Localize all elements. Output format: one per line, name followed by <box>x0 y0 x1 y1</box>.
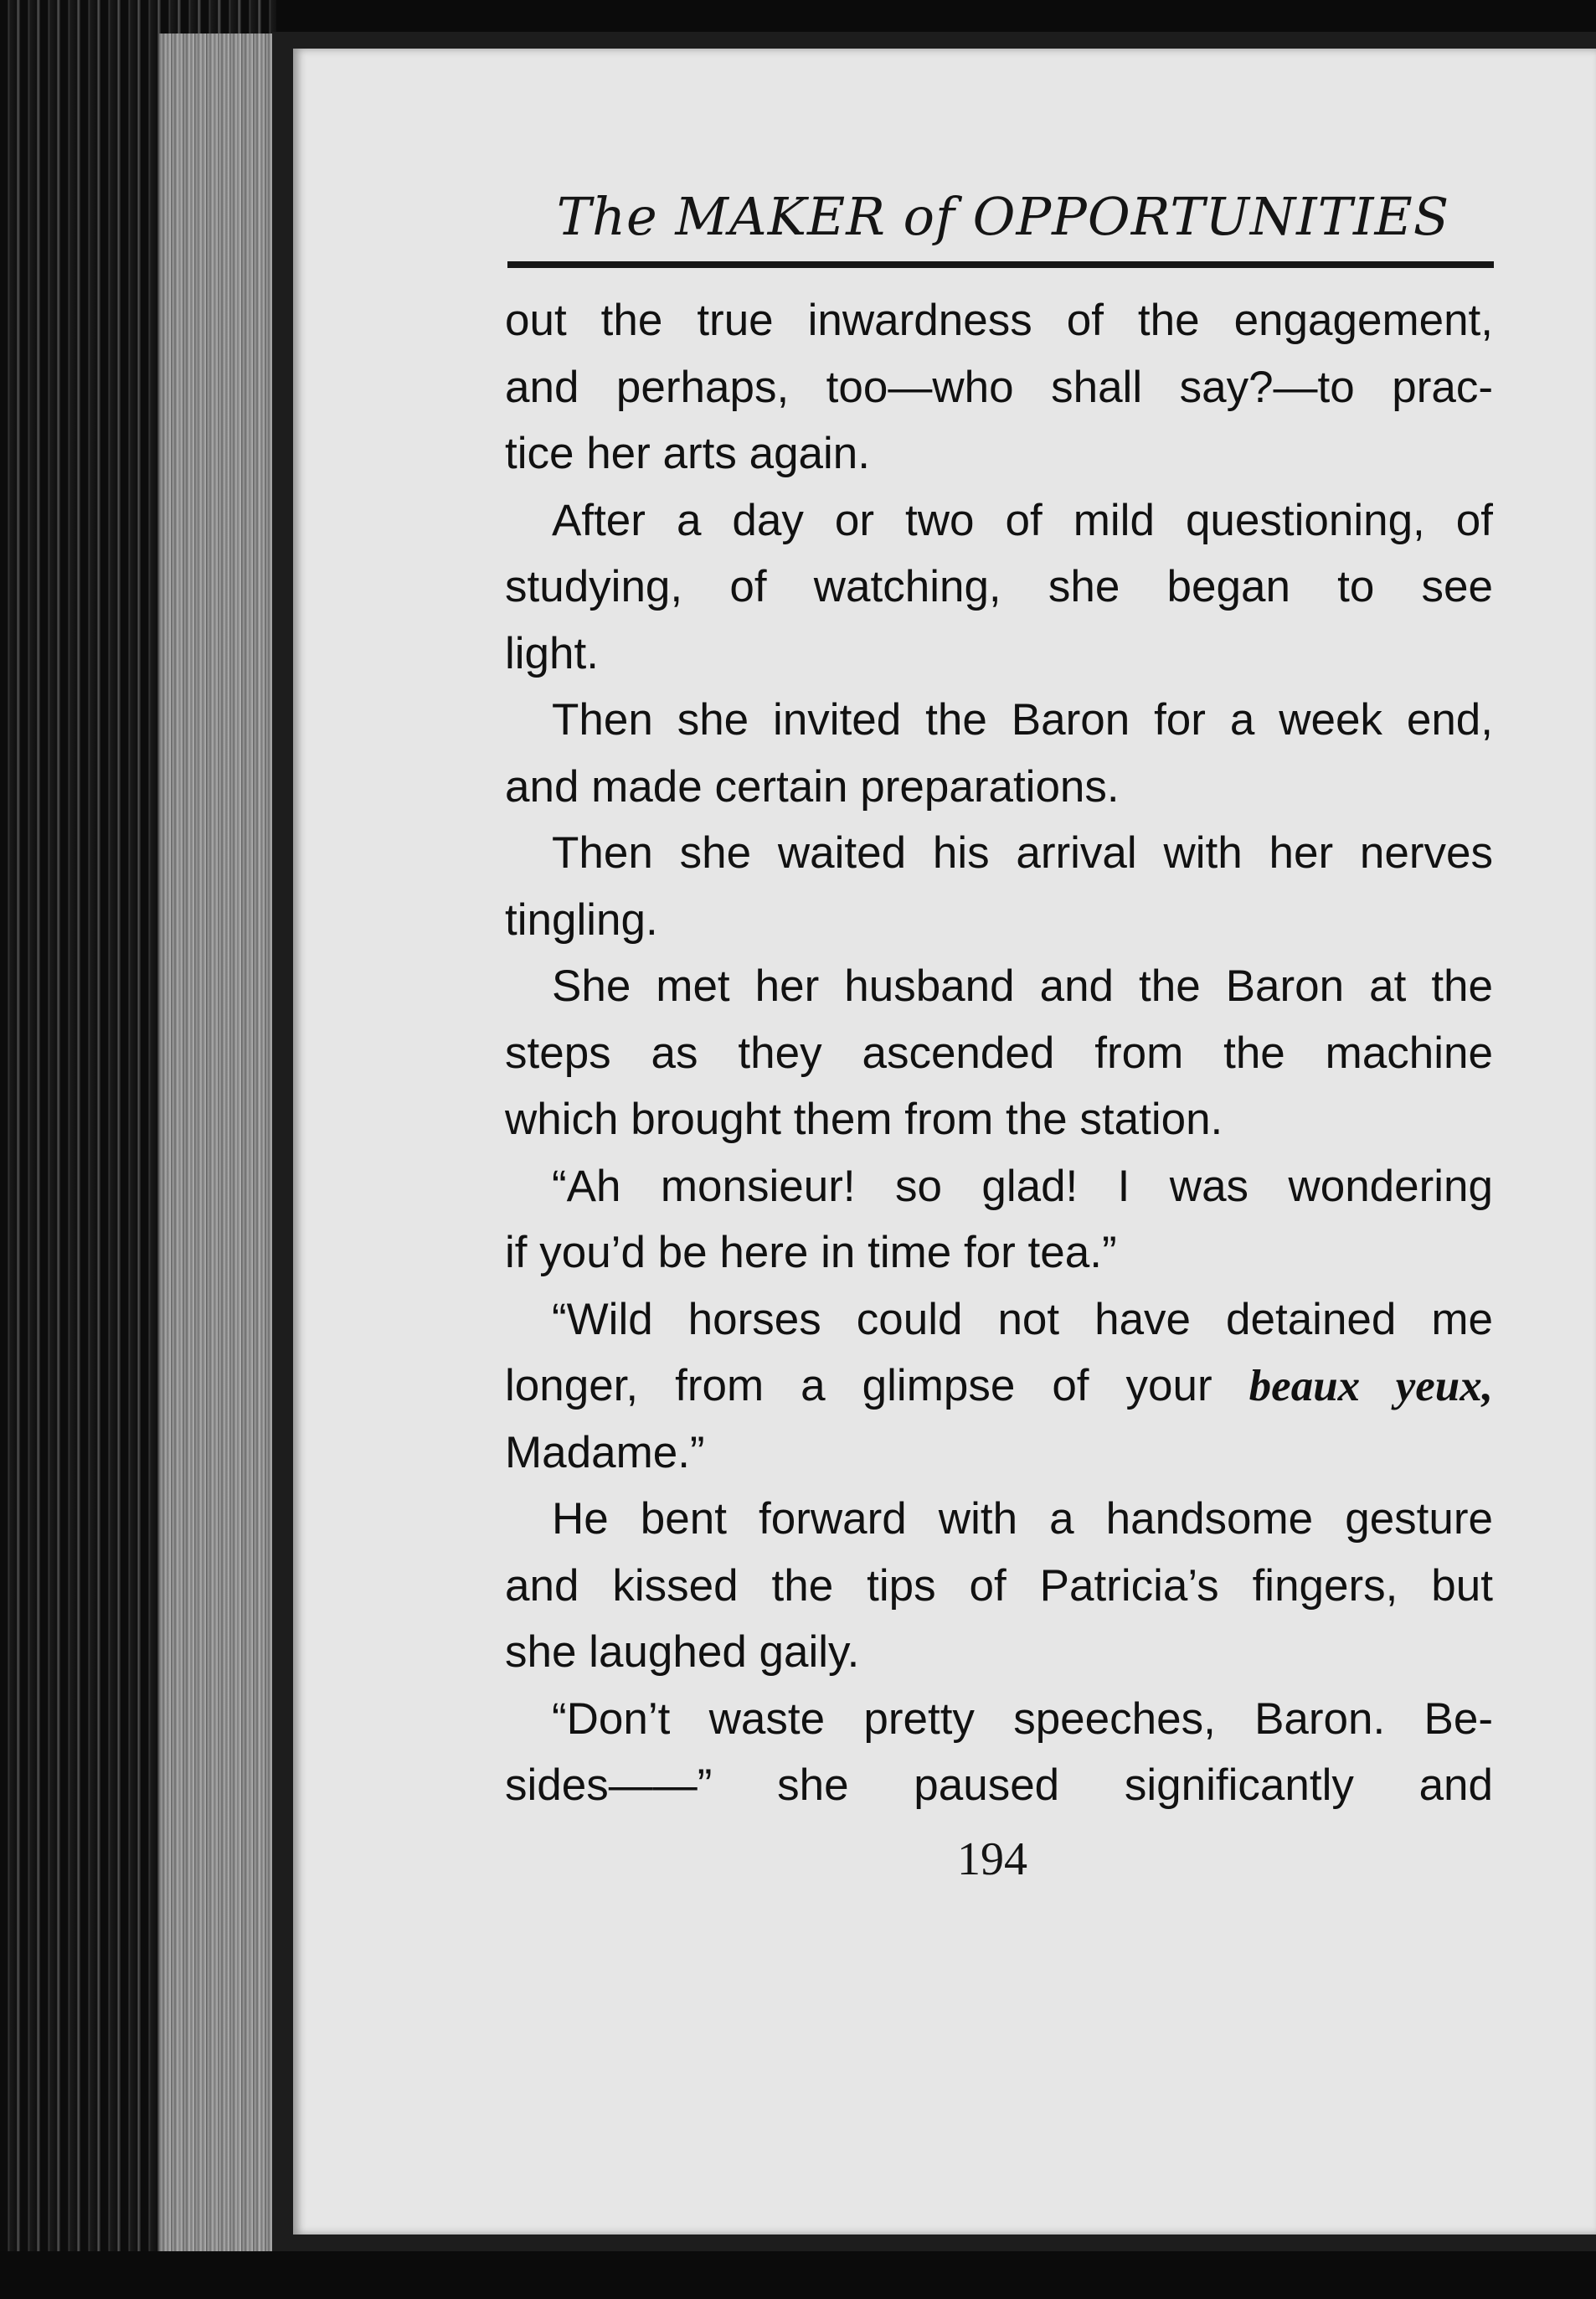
text-line: studying, of watching, she began to see <box>505 562 1493 611</box>
text-line-italic-part: beaux yeux, <box>1248 1362 1493 1410</box>
body-text <box>505 287 1493 1819</box>
text-line: and made certain preparations. <box>505 761 1120 812</box>
text-line: “Don’t waste pretty speeches, Baron. Be- <box>552 1693 1493 1744</box>
text-line: and kissed the tips of Patricia’s fingers, but <box>505 1560 1493 1611</box>
running-head: The MAKER of OPPORTUNITIES <box>556 186 1450 247</box>
text-line: and perhaps, too—who shall say?—to prac- <box>505 362 1493 412</box>
running-head-rule <box>507 261 1494 268</box>
text-line: She met her husband and the Baron at the <box>552 961 1493 1011</box>
bottom-dark-margin <box>0 2251 1596 2299</box>
book-page-edges <box>0 0 276 2299</box>
text-line: she laughed gaily. <box>505 1627 860 1677</box>
text-line: tingling. <box>505 894 658 945</box>
text-line: light. <box>505 628 599 678</box>
text-line: which brought them from the station. <box>505 1095 1223 1144</box>
text-line: He bent forward with a handsome gesture <box>552 1494 1493 1544</box>
text-line: Then she invited the Baron for a week end, <box>552 695 1493 745</box>
text-line: steps as they ascended from the machine <box>505 1028 1493 1078</box>
text-line: Madame.” <box>505 1427 705 1477</box>
text-line: if you’d be here in time for tea.” <box>505 1228 1117 1277</box>
text-line <box>505 1353 1493 1420</box>
text-line: sides——” she paused significantly and <box>505 1760 1493 1810</box>
text-line: “Ah monsieur! so glad! I was wondering <box>552 1161 1493 1211</box>
page-number: 194 <box>957 1833 1027 1885</box>
text-line: “Wild horses could not have detained me <box>552 1294 1493 1344</box>
text-line: tice her arts again. <box>505 429 871 478</box>
text-line: After a day or two of mild questioning, of <box>552 495 1493 545</box>
text-line-roman-part: longer, from a glimpse of your <box>505 1361 1249 1410</box>
text-line: Then she waited his arrival with her nerves <box>552 828 1493 878</box>
text-line: out the true inwardness of the engagement, <box>505 296 1493 345</box>
